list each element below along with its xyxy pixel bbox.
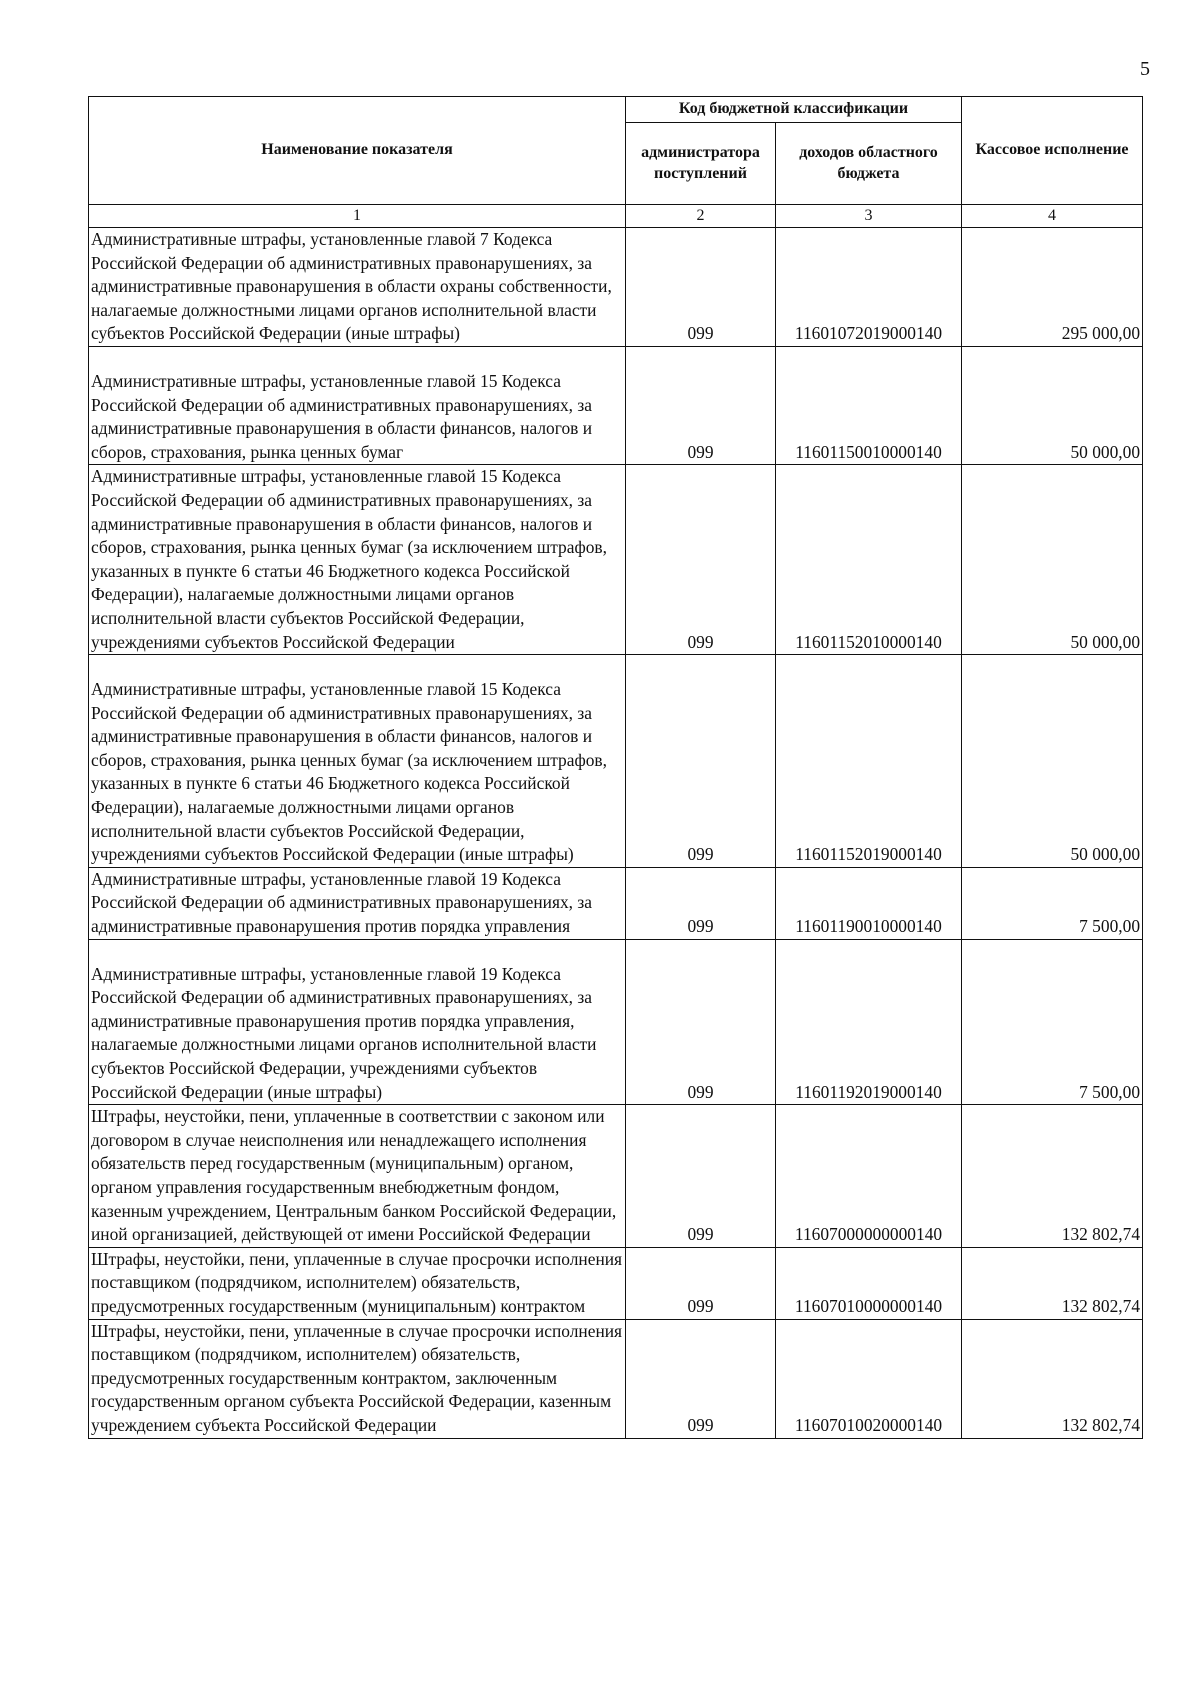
income-code: 11607000000000140 [776,1105,962,1248]
execution-amount: 132 802,74 [962,1247,1143,1319]
income-code: 11607010000000140 [776,1247,962,1319]
column-number: 2 [626,205,776,228]
income-code: 11601190010000140 [776,867,962,939]
execution-amount: 50 000,00 [962,346,1143,464]
admin-code: 099 [626,655,776,868]
indicator-name: Административные штрафы, установленные главой 19 Кодекса Российской Федерации об административных правонарушениях, за административные правонарушения против порядка управления, налагаемые должностными лицами органов исполнительной власти субъектов Российской Федерации, учреждениями субъектов Российской Федерации (иные штрафы) [91,963,597,1102]
admin-code: 099 [626,346,776,464]
admin-code: 099 [626,1105,776,1248]
column-number: 4 [962,205,1143,228]
income-code: 11601152019000140 [776,655,962,868]
indicator-name: Штрафы, неустойки, пени, уплаченные в соответствии с законом или договором в случае неисполнения или ненадлежащего исполнения обязательств перед государственным (муниципальным) органом, органом управления государственным внебюджетным фондом, казенным учреждением, Центральным банком Российской Федерации, иной организацией, действующей от имени Российской Федерации [89,1105,626,1248]
execution-amount: 7 500,00 [962,867,1143,939]
admin-code: 099 [626,867,776,939]
header-income: доходов областного бюджета [776,123,962,205]
header-name: Наименование показателя [89,97,626,205]
header-admin: администратора поступлений [626,123,776,205]
table-row [89,1105,1143,1248]
indicator-name: Административные штрафы, установленные главой 15 Кодекса Российской Федерации об административных правонарушениях, за административные правонарушения в области финансов, налогов и сборов, страхования, рынка ценных бумаг (за исключением штрафов, указанных в пункте 6 статьи 46 Бюджетного кодекса Российской Федерации), налагаемые должностными лицами органов исполнительной власти субъектов Российской Федерации, учреждениями субъектов Российской Федерации [89,465,626,655]
column-number: 1 [89,205,626,228]
income-code: 11601150010000140 [776,346,962,464]
table-row [89,1319,1143,1438]
header-execution: Кассовое исполнение [962,97,1143,205]
execution-amount: 295 000,00 [962,228,1143,347]
income-code: 11601072019000140 [776,228,962,347]
header-code-group: Код бюджетной классификации [626,97,962,123]
admin-code: 099 [626,1319,776,1438]
income-code: 11601152010000140 [776,465,962,655]
table-row [89,465,1143,655]
admin-code: 099 [626,1247,776,1319]
table-row [89,939,1143,1105]
indicator-name: Штрафы, неустойки, пени, уплаченные в случае просрочки исполнения поставщиком (подрядчиком, исполнителем) обязательств, предусмотренных государственным контрактом, заключенным государственным органом субъекта Российской Федерации, казенным учреждением субъекта Российской Федерации [89,1319,626,1438]
indicator-name: Административные штрафы, установленные главой 7 Кодекса Российской Федерации об административных правонарушениях, за административные правонарушения в области охраны собственности, налагаемые должностными лицами органов исполнительной власти субъектов Российской Федерации (иные штрафы) [89,228,626,347]
admin-code: 099 [626,465,776,655]
indicator-name: Административные штрафы, установленные главой 15 Кодекса Российской Федерации об административных правонарушениях, за административные правонарушения в области финансов, налогов и сборов, страхования, рынка ценных бумаг [91,370,593,462]
budget-table [88,96,1143,1439]
column-number: 3 [776,205,962,228]
execution-amount: 132 802,74 [962,1105,1143,1248]
table-row [89,1247,1143,1319]
admin-code: 099 [626,939,776,1105]
execution-amount: 7 500,00 [962,939,1143,1105]
page-number: 5 [1140,58,1150,80]
admin-code: 099 [626,228,776,347]
income-code: 11607010020000140 [776,1319,962,1438]
table-row [89,655,1143,868]
table-row [89,228,1143,347]
income-code: 11601192019000140 [776,939,962,1105]
execution-amount: 132 802,74 [962,1319,1143,1438]
table-row [89,346,1143,464]
table-row [89,867,1143,939]
execution-amount: 50 000,00 [962,465,1143,655]
indicator-name: Штрафы, неустойки, пени, уплаченные в случае просрочки исполнения поставщиком (подрядчиком, исполнителем) обязательств, предусмотренных государственным (муниципальным) контрактом [89,1247,626,1319]
indicator-name: Административные штрафы, установленные главой 15 Кодекса Российской Федерации об административных правонарушениях, за административные правонарушения в области финансов, налогов и сборов, страхования, рынка ценных бумаг (за исключением штрафов, указанных в пункте 6 статьи 46 Бюджетного кодекса Российской Федерации), налагаемые должностными лицами органов исполнительной власти субъектов Российской Федерации, учреждениями субъектов Российской Федерации (иные штрафы) [91,679,607,865]
indicator-name: Административные штрафы, установленные главой 19 Кодекса Российской Федерации об административных правонарушениях, за административные правонарушения против порядка управления [89,867,626,939]
execution-amount: 50 000,00 [962,655,1143,868]
